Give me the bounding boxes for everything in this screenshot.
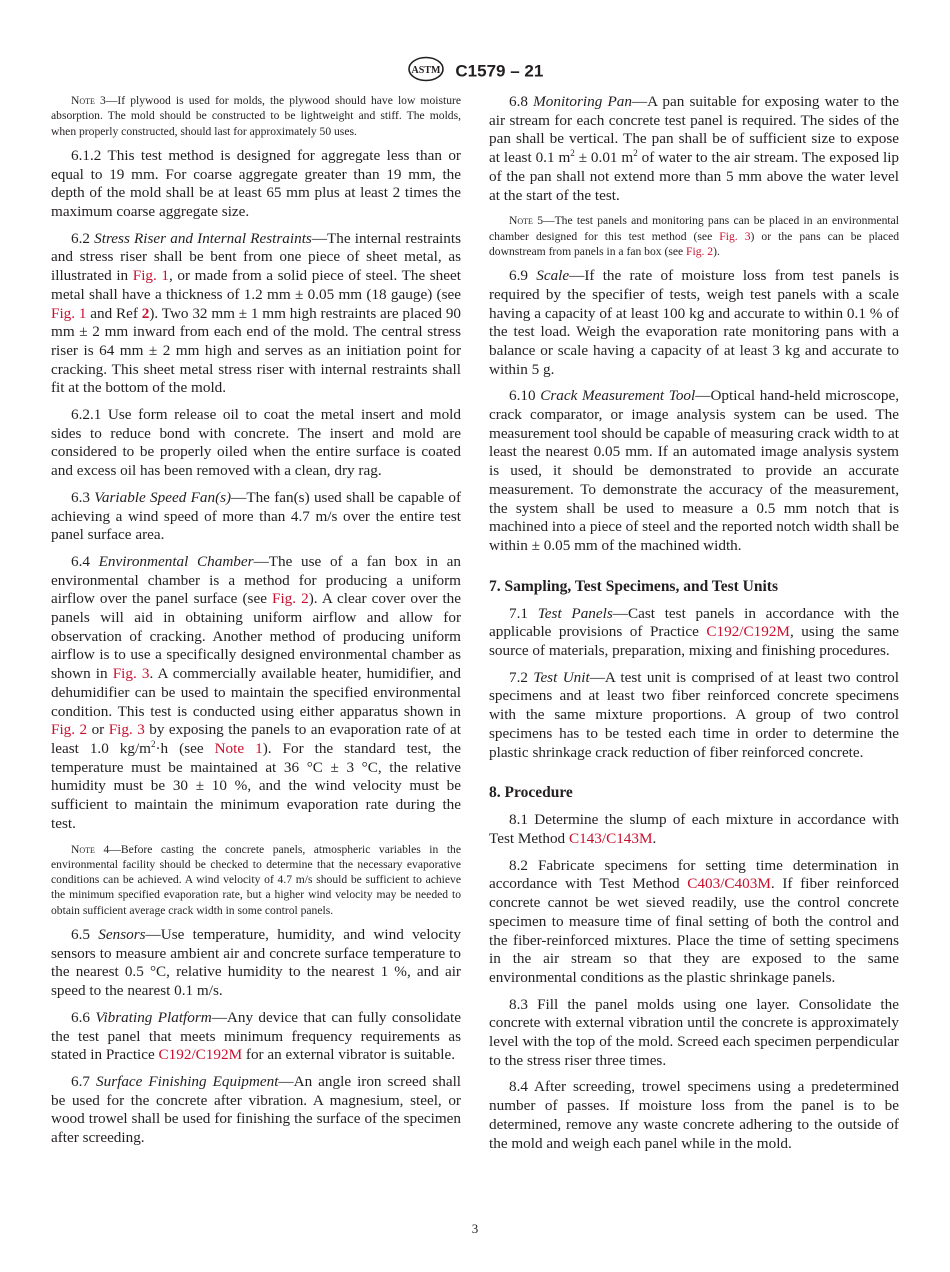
section-8-2: 8.2 Fabricate specimens for setting time determination in accordance with Test Method C403/C403M. If fiber reinforced concrete cannot be wet sieved readily, use the control concrete specimen to measure time of final setting of both the control and the fiber-reinforced mixtures. Place the time of setting specimens in the air stream so that they are exposed to the same environmental conditions as the plastic shrinkage panels. xyxy=(489,856,900,986)
section-8-3: 8.3 Fill the panel molds using one layer. Consolidate the concrete with external vibration until the concrete is approximately level with the top of the mold. Screed each specimen perpendicular to the stress riser three times. xyxy=(489,995,899,1069)
section-6-1-2: 6.1.2 This test method is designed for aggregate less than or equal to 19 mm. For coarse aggregate greater than 19 mm, the depth of the mold shall be at least 65 mm plus at least 2 times the maximum coarse aggregate size. xyxy=(51,146,461,220)
section-6-2-1: 6.2.1 Use form release oil to coat the metal insert and mold sides to reduce bond with concrete. The insert and mold are considered to be properly oiled when the entire surface is coated and excess oil has been removed with a clean, dry rag. xyxy=(51,406,461,480)
ref-2-link[interactable]: 2 xyxy=(141,304,150,322)
section-6-3: 6.3 Variable Speed Fan(s)—The fan(s) used shall be capable of achieving a wind speed of more than 4.7 m/s over the entire test panel surface area. xyxy=(51,488,462,544)
left-column xyxy=(51,93,461,1156)
page-number: 3 xyxy=(471,1221,479,1236)
astm-logo-text: ASTM xyxy=(411,65,441,76)
fig-1-link[interactable]: Fig. 1 xyxy=(132,267,169,285)
heading-section-8: 8. Procedure xyxy=(489,784,573,802)
section-7-2: 7.2 Test Unit—A test unit is comprised of at least two control specimens and at least two fiber reinforced concrete specimens with the same mixture proportions. A group of two control specimens has to be tested each time in order to determine the plastic shrinkage crack reduction of fiber reinforced concrete. xyxy=(489,668,899,761)
section-6-6: 6.6 Vibrating Platform—Any device that can fully consolidate the test panel that meets minimum frequency requirements as stated in Practice C192/C192M for an external vibrator is suitable. xyxy=(51,1008,461,1064)
note-3: Note 3—If plywood is used for molds, the plywood should have low moisture absorption. The mold should be constructed to be lightweight and stiff. The molds, when properly constructed, should last for approximately 50 uses. xyxy=(51,94,461,138)
fig-2-link[interactable]: Fig. 2 xyxy=(51,721,88,739)
right-column xyxy=(489,93,899,1161)
section-8-1: 8.1 Determine the slump of each mixture in accordance with Test Method C143/C143M. xyxy=(489,811,899,847)
section-6-7: 6.7 Surface Finishing Equipment—An angle iron screed shall be used for the concrete after vibration. A magnesium, steel, or wood trowel shall be used for finishing the surface of the specimen after screeding. xyxy=(51,1072,462,1147)
heading-section-7: 7. Sampling, Test Specimens, and Test Units xyxy=(489,577,778,595)
document-designation: C1579 – 21 xyxy=(455,61,544,81)
c192-link[interactable]: C192/C192M xyxy=(706,623,790,641)
astm-logo-icon xyxy=(407,56,445,87)
section-6-8: 6.8 Monitoring Pan—A pan suitable for exposing water to the air stream for each concrete test panel is required. The sides of the pan shall be vertical. The pan shall be of sufficient size to expose at least 0.1 $m^2 \pm 0.01$ $m^2$ of water to the air stream. The exposed lip of the pan shall not extend more than 5 mm above the water level at the start of the test. xyxy=(489,93,900,204)
c192-link[interactable]: C192/C192M xyxy=(158,1046,243,1064)
fig-3-link[interactable]: Fig. 3 xyxy=(108,721,145,739)
section-6-5: 6.5 Sensors—Use temperature, humidity, and wind velocity sensors to measure ambient air and concrete surface temperature to the nearest 0.5 °C, relative humidity to the nearest 1 %, and air speed to the nearest 0.1 m/s. xyxy=(51,925,461,1000)
section-8-4: 8.4 After screeding, trowel specimens using a predetermined number of passes. If moisture loss from the panel is to be determined, remove any waste concrete adhering to the outside of the mold and weigh each panel while in the mold. xyxy=(489,1078,899,1152)
c143-link[interactable]: C143/C143M xyxy=(568,829,653,847)
fig-1-link[interactable]: Fig. 1 xyxy=(51,304,87,322)
note-5: Note 5—The test panels and monitoring pans can be placed in an environmental chamber designed for this test method (see Fig. 3) or the pans can be placed downstream from panels in a fan box (see Fig. 2). xyxy=(489,214,900,258)
fig-3-link[interactable]: Fig. 3 xyxy=(112,665,150,683)
fig-3-link[interactable]: Fig. 3 xyxy=(719,229,751,243)
fig-2-link[interactable]: Fig. 2 xyxy=(272,590,309,608)
page-header xyxy=(0,56,950,87)
section-6-2: 6.2 Stress Riser and Internal Restraints—The internal restraints and stress riser shall be bent from one piece of sheet metal, as illustrated in Fig. 1, or made from a solid piece of steel. The sheet metal shall have a thickness of 1.2 mm ± 0.05 mm (18 gauge) (see Fig. 1 and Ref 2). Two 32 mm ± 1 mm high restraints are placed 90 mm ± 2 mm inward from each end of the mold. The central stress riser is 64 mm ± 2 mm high and serves as an initiation point for cracking. This sheet metal stress riser with internal restraints shall fit at the bottom of the mold. xyxy=(51,229,462,397)
section-6-10: 6.10 Crack Measurement Tool—Optical hand-held microscope, crack comparator, or image analysis system can be used. The measurement tool should be capable of measuring crack width to at least the nearest 0.05 mm. If an automated image analysis system is used, it should be demonstrated to provide an accurate measurement. To demonstrate the accuracy of the measurement, the system shall be used to measure a 0.5 mm notch that is machined into a piece of steel and the reported notch width shall be within ± 0.05 mm of the machined width. xyxy=(489,387,899,554)
note-4: Note 4—Before casting the concrete panels, atmospheric variables in the environmental facility should be checked to determine that the necessary evaporative conditions can be achieved. A wind velocity of 4.7 m/s should be sufficient to achieve the minimum specified evaporation rate, but a higher wind velocity may be needed to obtain sufficient average crack width in some control panels. xyxy=(51,842,462,917)
section-6-4: 6.4 Environmental Chamber—The use of a fan box in an environmental chamber is a method for producing a uniform airflow over the panel surface (see Fig. 2). A clear cover over the panels will aid in obtaining uniform airflow and allow for observation of cracking. Another method of producing uniform airflow is to use a specifically designed environmental chamber as shown in Fig. 3. A commercially available heater, humidifier, and dehumidifier can be used to maintain the specified environmental condition. This test is conducted using either apparatus shown in Fig. 2 or Fig. 3 by exposing the panels to an evaporation rate of at least 1.0 $kg/m^2\cdot h$ (see Note 1). For the standard test, the temperature must be maintained at 36 °C ± 3 °C, the relative humidity must be 30 ± 10 %, and the wind velocity must be sufficient to maintain the minimum evaporation rate during the test. xyxy=(51,552,462,832)
c403-link[interactable]: C403/C403M xyxy=(687,875,771,893)
section-6-9: 6.9 Scale—If the rate of moisture loss from test panels is required by the specifier of tests, weigh test panels with a scale having a capacity of at least 100 kg and accurate to within 0.1 % of the test load. Weigh the evaporation rate monitoring pans with a balance or scale having a capacity of at least 3 kg and accurate to within 5 g. xyxy=(489,267,900,378)
note-1-link[interactable]: Note 1 xyxy=(214,739,263,757)
section-7-1: 7.1 Test Panels—Cast test panels in accordance with the applicable provisions of Practice C192/C192M, using the same source of materials, preparation, mixing and finishing procedures. xyxy=(489,604,900,660)
fig-2-link[interactable]: Fig. 2 xyxy=(686,244,714,258)
